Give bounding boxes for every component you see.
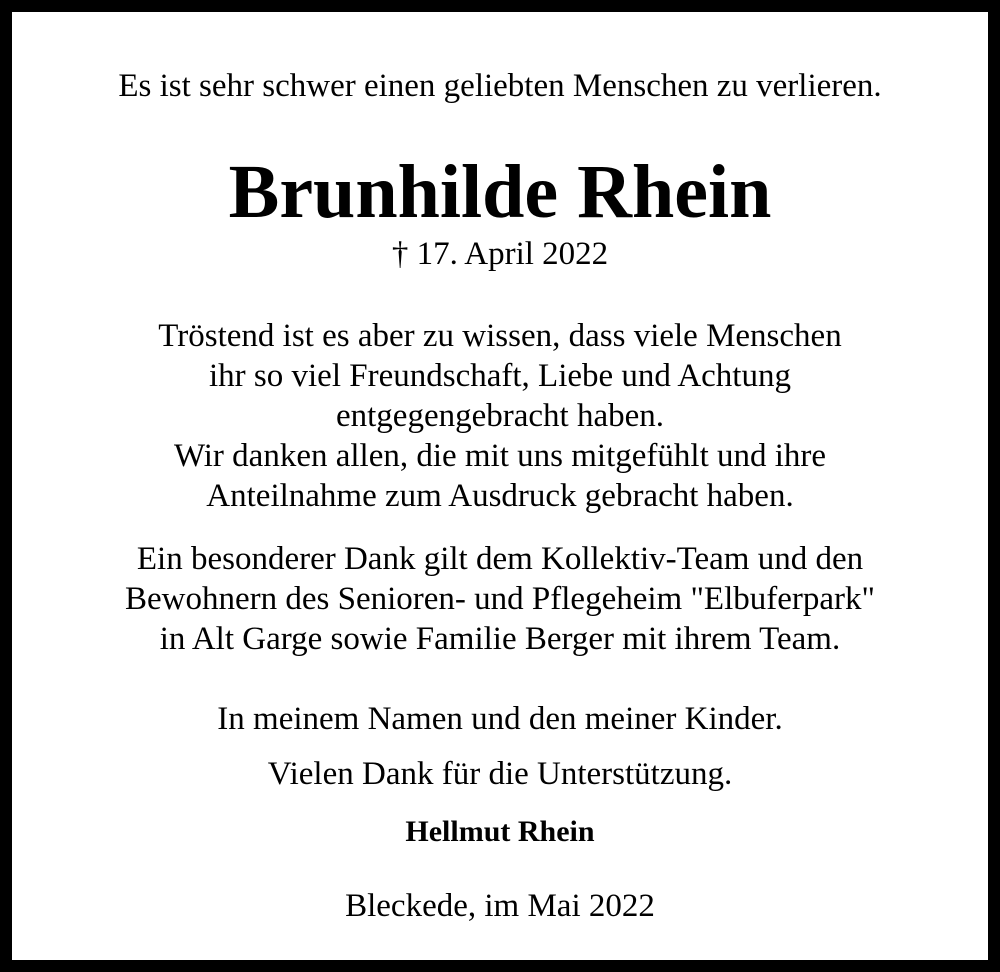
closing-line: In meinem Namen und den meiner Kinder.	[217, 701, 783, 737]
paragraph-line: ihr so viel Freundschaft, Liebe und Achtung	[209, 358, 791, 394]
gratitude-paragraph	[12, 316, 988, 516]
paragraph-line: Tröstend ist es aber zu wissen, dass viele Menschen	[158, 318, 842, 354]
paragraph-line: Anteilnahme zum Ausdruck gebracht haben.	[206, 478, 794, 514]
paragraph-line: Bewohnern des Senioren- und Pflegeheim "Elbuferpark"	[125, 581, 875, 617]
deceased-name: Brunhilde Rhein	[228, 150, 772, 234]
place-and-date: Bleckede, im Mai 2022	[345, 888, 655, 924]
death-date-line	[12, 234, 988, 274]
paragraph-line: Ein besonderer Dank gilt dem Kollektiv-Team und den	[136, 541, 864, 577]
paragraph-line: entgegengebracht haben.	[335, 398, 664, 434]
cross-icon: †	[391, 236, 409, 272]
intro-line: Es ist sehr schwer einen geliebten Menschen zu verlieren.	[118, 68, 882, 104]
paragraph-line: in Alt Garge sowie Familie Berger mit ihrem Team.	[159, 621, 841, 657]
paragraph-line: Wir danken allen, die mit uns mitgefühlt und ihre	[173, 438, 827, 474]
death-date: 17. April 2022	[416, 236, 609, 272]
special-thanks-paragraph	[12, 539, 988, 659]
signature: Hellmut Rhein	[405, 815, 595, 848]
thanks-line: Vielen Dank für die Unterstützung.	[267, 756, 733, 792]
